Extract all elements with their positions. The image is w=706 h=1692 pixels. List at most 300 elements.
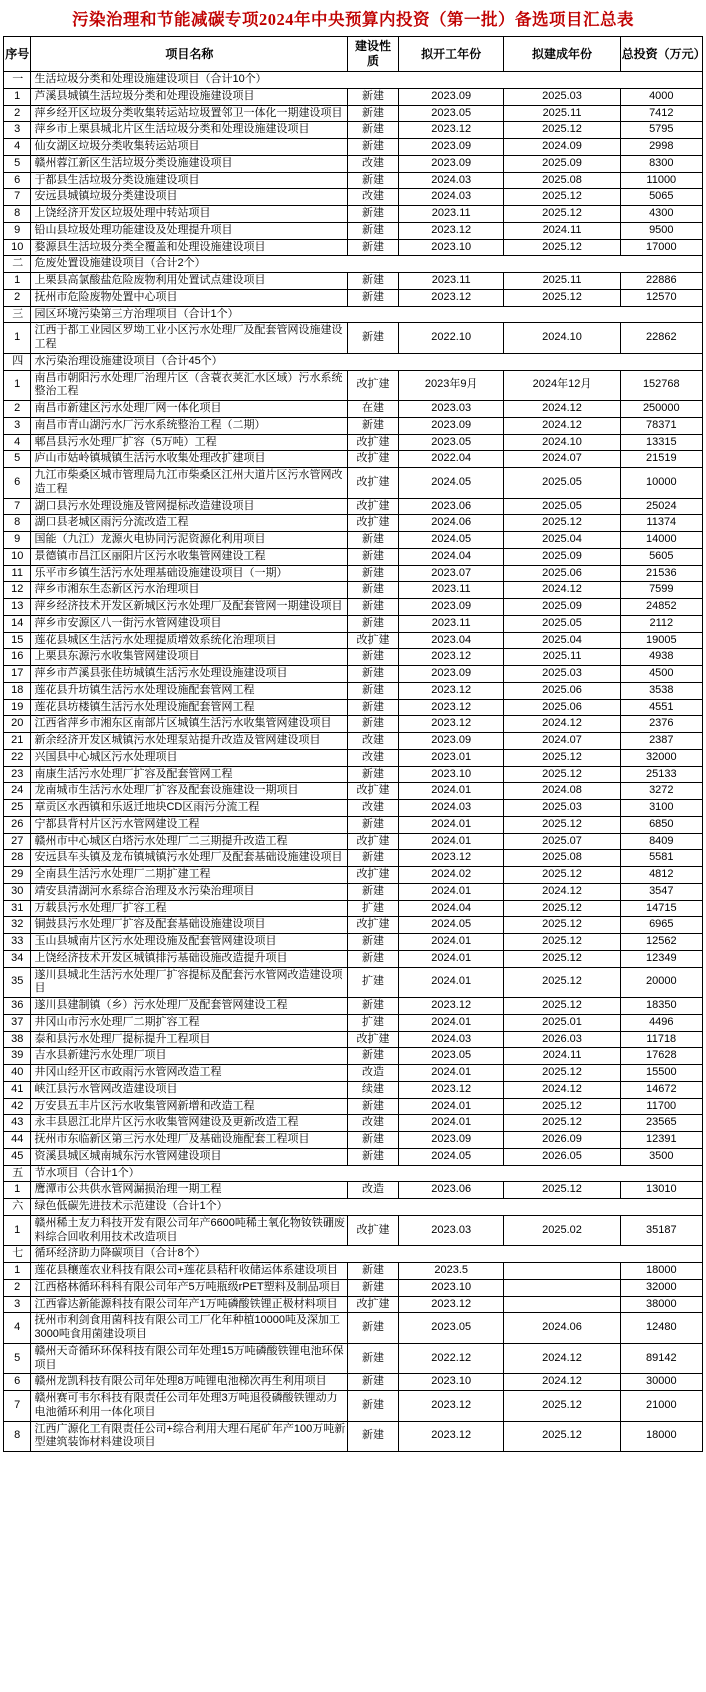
- row-start-year: 2022.10: [398, 323, 504, 354]
- row-total-investment: 11374: [620, 515, 702, 532]
- table-row: [4, 468, 703, 499]
- row-nature: 新建: [348, 883, 399, 900]
- row-total-investment: 12391: [620, 1132, 702, 1149]
- row-start-year: 2024.04: [398, 548, 504, 565]
- row-end-year: 2025.05: [504, 498, 620, 515]
- row-end-year: 2025.04: [504, 632, 620, 649]
- row-nature: 新建: [348, 682, 399, 699]
- row-total-investment: 2387: [620, 733, 702, 750]
- th-index: 序号: [4, 37, 31, 72]
- table-row: [4, 934, 703, 951]
- row-index: 7: [4, 189, 31, 206]
- row-index: 6: [4, 172, 31, 189]
- row-nature: 新建: [348, 1391, 399, 1422]
- row-index: 2: [4, 289, 31, 306]
- table-row: [4, 548, 703, 565]
- row-total-investment: 9500: [620, 222, 702, 239]
- table-row: [4, 273, 703, 290]
- row-nature: 新建: [348, 532, 399, 549]
- row-index: 24: [4, 783, 31, 800]
- row-start-year: 2023.10: [398, 239, 504, 256]
- row-start-year: 2024.01: [398, 1065, 504, 1082]
- row-index: 20: [4, 716, 31, 733]
- row-index: 5: [4, 1343, 31, 1374]
- row-project-name: 芦溪县城镇生活垃圾分类和处理设施建设项目: [31, 88, 348, 105]
- row-start-year: 2024.01: [398, 816, 504, 833]
- row-project-name: 兴国县中心城区污水处理项目: [31, 749, 348, 766]
- row-nature: 改建: [348, 1115, 399, 1132]
- row-project-name: 南昌市新建区污水处理厂网一体化项目: [31, 401, 348, 418]
- row-nature: 改扩建: [348, 434, 399, 451]
- row-end-year: 2024.07: [504, 451, 620, 468]
- row-nature: 新建: [348, 323, 399, 354]
- row-start-year: 2024.03: [398, 1031, 504, 1048]
- row-total-investment: 32000: [620, 1279, 702, 1296]
- table-row: [4, 1065, 703, 1082]
- row-start-year: 2023.06: [398, 1182, 504, 1199]
- row-end-year: 2025.12: [504, 998, 620, 1015]
- table-row: [4, 816, 703, 833]
- row-start-year: 2023.09: [398, 88, 504, 105]
- row-start-year: 2024.02: [398, 867, 504, 884]
- row-index: 35: [4, 967, 31, 998]
- row-project-name: 赣州天奇循环环保科技有限公司年处理15万吨磷酸铁锂电池环保项目: [31, 1343, 348, 1374]
- row-total-investment: 5065: [620, 189, 702, 206]
- row-total-investment: 2376: [620, 716, 702, 733]
- table-row: [4, 139, 703, 156]
- row-start-year: 2024.05: [398, 1148, 504, 1165]
- row-start-year: 2023.06: [398, 498, 504, 515]
- row-end-year: 2024.07: [504, 733, 620, 750]
- row-end-year: 2025.06: [504, 699, 620, 716]
- row-total-investment: 250000: [620, 401, 702, 418]
- row-end-year: 2025.12: [504, 749, 620, 766]
- section-index: 二: [4, 256, 31, 273]
- row-nature: 新建: [348, 699, 399, 716]
- row-index: 1: [4, 1182, 31, 1199]
- row-end-year: 2025.12: [504, 1182, 620, 1199]
- row-total-investment: 5605: [620, 548, 702, 565]
- row-project-name: 赣州蓉江新区生活垃圾分类设施建设项目: [31, 155, 348, 172]
- row-nature: 新建: [348, 1343, 399, 1374]
- row-end-year: 2025.09: [504, 599, 620, 616]
- row-end-year: 2024.06: [504, 1313, 620, 1344]
- table-row: [4, 222, 703, 239]
- table-row: [4, 401, 703, 418]
- section-row: [4, 72, 703, 89]
- row-total-investment: 2998: [620, 139, 702, 156]
- row-project-name: 安远县城镇垃圾分类建设项目: [31, 189, 348, 206]
- section-index: 五: [4, 1165, 31, 1182]
- row-total-investment: 4496: [620, 1014, 702, 1031]
- th-nature: 建设性质: [348, 37, 399, 72]
- row-index: 44: [4, 1132, 31, 1149]
- row-index: 23: [4, 766, 31, 783]
- row-project-name: 莲花县升坊镇生活污水处理设施配套管网工程: [31, 682, 348, 699]
- row-total-investment: 17628: [620, 1048, 702, 1065]
- row-index: 32: [4, 917, 31, 934]
- row-start-year: 2023.05: [398, 105, 504, 122]
- row-start-year: 2024.05: [398, 532, 504, 549]
- row-index: 2: [4, 401, 31, 418]
- table-row: [4, 1215, 703, 1246]
- row-start-year: 2023.05: [398, 434, 504, 451]
- row-total-investment: 18350: [620, 998, 702, 1015]
- row-start-year: 2023.12: [398, 222, 504, 239]
- row-index: 8: [4, 1421, 31, 1452]
- section-index: 四: [4, 353, 31, 370]
- row-project-name: 江西省萍乡市湘东区南部片区城镇生活污水收集管网建设项目: [31, 716, 348, 733]
- row-index: 6: [4, 1374, 31, 1391]
- row-total-investment: 22886: [620, 273, 702, 290]
- row-nature: 改扩建: [348, 515, 399, 532]
- row-nature: 改扩建: [348, 1296, 399, 1313]
- table-row: [4, 1421, 703, 1452]
- table-row: [4, 1182, 703, 1199]
- row-end-year: [504, 1263, 620, 1280]
- row-end-year: 2025.12: [504, 1115, 620, 1132]
- row-end-year: 2025.12: [504, 206, 620, 223]
- row-start-year: 2023.03: [398, 1215, 504, 1246]
- table-row: [4, 867, 703, 884]
- row-total-investment: 6850: [620, 816, 702, 833]
- table-row: [4, 632, 703, 649]
- row-nature: 改扩建: [348, 370, 399, 401]
- table-row: [4, 1391, 703, 1422]
- row-project-name: 资溪县城区城南城东污水管网建设项目: [31, 1148, 348, 1165]
- row-project-name: 乐平市乡镇生活污水处理基础设施建设项目（一期）: [31, 565, 348, 582]
- row-index: 42: [4, 1098, 31, 1115]
- row-nature: 改造: [348, 1182, 399, 1199]
- row-start-year: 2023.12: [398, 850, 504, 867]
- row-start-year: 2023年9月: [398, 370, 504, 401]
- table-row: [4, 666, 703, 683]
- row-start-year: 2022.04: [398, 451, 504, 468]
- row-start-year: 2023.07: [398, 565, 504, 582]
- row-nature: 新建: [348, 666, 399, 683]
- table-row: [4, 1296, 703, 1313]
- row-nature: 新建: [348, 615, 399, 632]
- row-total-investment: 30000: [620, 1374, 702, 1391]
- row-end-year: 2025.07: [504, 833, 620, 850]
- row-end-year: 2025.12: [504, 1065, 620, 1082]
- row-index: 43: [4, 1115, 31, 1132]
- th-start-year: 拟开工年份: [398, 37, 504, 72]
- table-row: [4, 998, 703, 1015]
- row-end-year: 2025.12: [504, 1098, 620, 1115]
- row-project-name: 宁都县背村片区污水管网建设工程: [31, 816, 348, 833]
- table-row: [4, 1115, 703, 1132]
- row-nature: 新建: [348, 548, 399, 565]
- row-index: 25: [4, 800, 31, 817]
- table-row: [4, 615, 703, 632]
- row-nature: 改扩建: [348, 833, 399, 850]
- row-end-year: 2025.12: [504, 967, 620, 998]
- page-title: 污染治理和节能减碳专项2024年中央预算内投资（第一批）备选项目汇总表: [72, 10, 634, 29]
- row-end-year: 2025.12: [504, 766, 620, 783]
- row-project-name: 新余经济开发区城镇污水处理泵站提升改造及管网建设项目: [31, 733, 348, 750]
- row-end-year: 2025.12: [504, 289, 620, 306]
- table-row: [4, 434, 703, 451]
- table-row: [4, 766, 703, 783]
- row-end-year: 2024.08: [504, 783, 620, 800]
- row-nature: 新建: [348, 816, 399, 833]
- row-project-name: 莲花县坊楼镇生活污水处理设施配套管网工程: [31, 699, 348, 716]
- row-end-year: 2025.12: [504, 189, 620, 206]
- row-end-year: 2025.06: [504, 565, 620, 582]
- row-index: 34: [4, 950, 31, 967]
- row-total-investment: 3500: [620, 1148, 702, 1165]
- row-start-year: 2024.06: [398, 515, 504, 532]
- row-index: 28: [4, 850, 31, 867]
- row-nature: 新建: [348, 122, 399, 139]
- row-index: 33: [4, 934, 31, 951]
- row-index: 3: [4, 1296, 31, 1313]
- row-project-name: 赣州稀土友力科技开发有限公司年产6600吨稀土氧化物钕铁硼废料综合回收利用技术改造项目: [31, 1215, 348, 1246]
- section-index: 七: [4, 1246, 31, 1263]
- row-total-investment: 21000: [620, 1391, 702, 1422]
- row-end-year: 2026.03: [504, 1031, 620, 1048]
- row-index: 16: [4, 649, 31, 666]
- row-start-year: 2023.11: [398, 206, 504, 223]
- row-nature: 新建: [348, 206, 399, 223]
- row-start-year: 2023.11: [398, 615, 504, 632]
- row-end-year: 2025.12: [504, 1391, 620, 1422]
- row-end-year: 2025.08: [504, 850, 620, 867]
- table-row: [4, 1132, 703, 1149]
- th-total-investment: 总投资（万元）: [620, 37, 702, 72]
- row-end-year: 2024.11: [504, 222, 620, 239]
- row-project-name: 全南县生活污水处理厂二期扩建工程: [31, 867, 348, 884]
- table-row: [4, 1048, 703, 1065]
- row-project-name: 吉水县新建污水处理厂项目: [31, 1048, 348, 1065]
- row-nature: 新建: [348, 1148, 399, 1165]
- row-project-name: 郫昌县污水处理厂扩容（5万吨）工程: [31, 434, 348, 451]
- row-index: 39: [4, 1048, 31, 1065]
- row-index: 9: [4, 222, 31, 239]
- row-index: 1: [4, 370, 31, 401]
- row-nature: 改扩建: [348, 867, 399, 884]
- row-total-investment: 10000: [620, 468, 702, 499]
- row-nature: 新建: [348, 1374, 399, 1391]
- row-total-investment: 23565: [620, 1115, 702, 1132]
- section-index: 六: [4, 1199, 31, 1216]
- row-project-name: 铜鼓县污水处理厂扩容及配套基础设施建设项目: [31, 917, 348, 934]
- row-total-investment: 4500: [620, 666, 702, 683]
- row-index: 18: [4, 682, 31, 699]
- table-row: [4, 323, 703, 354]
- row-nature: 扩建: [348, 1014, 399, 1031]
- row-end-year: 2024.12: [504, 716, 620, 733]
- section-index: 一: [4, 72, 31, 89]
- row-nature: 在建: [348, 401, 399, 418]
- row-end-year: 2025.12: [504, 122, 620, 139]
- row-total-investment: 4812: [620, 867, 702, 884]
- row-project-name: 庐山市姑岭镇城镇生活污水收集处理改扩建项目: [31, 451, 348, 468]
- row-nature: 新建: [348, 582, 399, 599]
- row-end-year: 2024.11: [504, 1048, 620, 1065]
- section-row: [4, 256, 703, 273]
- row-index: 45: [4, 1148, 31, 1165]
- row-project-name: 赣州市中心城区白塔污水处理厂二三期提升改造工程: [31, 833, 348, 850]
- row-index: 7: [4, 498, 31, 515]
- row-end-year: 2025.03: [504, 800, 620, 817]
- table-row: [4, 599, 703, 616]
- row-total-investment: 19005: [620, 632, 702, 649]
- table-row: [4, 800, 703, 817]
- row-end-year: 2025.05: [504, 468, 620, 499]
- row-total-investment: 11718: [620, 1031, 702, 1048]
- row-end-year: 2024.12: [504, 582, 620, 599]
- row-project-name: 萍乡市上栗县城北片区生活垃圾分类和处理设施建设项目: [31, 122, 348, 139]
- row-start-year: 2024.03: [398, 800, 504, 817]
- row-index: 31: [4, 900, 31, 917]
- row-project-name: 上栗县东源污水收集管网建设项目: [31, 649, 348, 666]
- row-index: 10: [4, 239, 31, 256]
- row-total-investment: 89142: [620, 1343, 702, 1374]
- table-row: [4, 1081, 703, 1098]
- row-end-year: 2024.10: [504, 323, 620, 354]
- table-row: [4, 289, 703, 306]
- table-row: [4, 451, 703, 468]
- section-row: [4, 353, 703, 370]
- row-total-investment: 12349: [620, 950, 702, 967]
- row-index: 7: [4, 1391, 31, 1422]
- row-end-year: 2025.12: [504, 1421, 620, 1452]
- row-index: 15: [4, 632, 31, 649]
- row-total-investment: 4000: [620, 88, 702, 105]
- row-nature: 改扩建: [348, 468, 399, 499]
- row-nature: 新建: [348, 766, 399, 783]
- row-project-name: 萍乡经开区垃圾分类收集转运站垃圾置邻卫一体化一期建设项目: [31, 105, 348, 122]
- row-project-name: 章贡区水西镇和乐返迁地块CD区雨污分流工程: [31, 800, 348, 817]
- row-end-year: 2025.04: [504, 532, 620, 549]
- row-index: 1: [4, 273, 31, 290]
- row-nature: 新建: [348, 950, 399, 967]
- row-end-year: 2024.12: [504, 883, 620, 900]
- row-total-investment: 21519: [620, 451, 702, 468]
- section-row: [4, 1246, 703, 1263]
- row-start-year: 2023.12: [398, 289, 504, 306]
- row-project-name: 江西格林循环科科有限公司年产5万吨瓶级rPET塑料及制品项目: [31, 1279, 348, 1296]
- table-row: [4, 1263, 703, 1280]
- row-start-year: 2024.01: [398, 1115, 504, 1132]
- table-row: [4, 733, 703, 750]
- row-start-year: 2024.05: [398, 468, 504, 499]
- row-start-year: 2023.04: [398, 632, 504, 649]
- row-project-name: 安远县车头镇及龙布镇城镇污水处理厂及配套基础设施建设项目: [31, 850, 348, 867]
- row-start-year: 2023.09: [398, 733, 504, 750]
- row-start-year: 2023.11: [398, 273, 504, 290]
- row-total-investment: 22862: [620, 323, 702, 354]
- row-nature: 新建: [348, 417, 399, 434]
- row-index: 30: [4, 883, 31, 900]
- row-end-year: 2024.12: [504, 401, 620, 418]
- row-index: 14: [4, 615, 31, 632]
- row-index: 5: [4, 155, 31, 172]
- row-start-year: 2023.01: [398, 749, 504, 766]
- section-label: 循环经济助力降碳项目（合计8个）: [31, 1246, 703, 1263]
- row-index: 21: [4, 733, 31, 750]
- row-end-year: 2025.12: [504, 900, 620, 917]
- row-index: 19: [4, 699, 31, 716]
- row-total-investment: 8300: [620, 155, 702, 172]
- row-nature: 改建: [348, 155, 399, 172]
- row-index: 6: [4, 468, 31, 499]
- row-end-year: 2024.09: [504, 139, 620, 156]
- row-end-year: 2024.12: [504, 417, 620, 434]
- section-row: [4, 306, 703, 323]
- row-nature: 新建: [348, 88, 399, 105]
- row-project-name: 九江市柴桑区城市管理局九江市柴桑区江州大道片区污水管网改造工程: [31, 468, 348, 499]
- row-index: 9: [4, 532, 31, 549]
- row-total-investment: 3100: [620, 800, 702, 817]
- row-start-year: 2023.12: [398, 122, 504, 139]
- section-index: 三: [4, 306, 31, 323]
- row-index: 2: [4, 105, 31, 122]
- table-row: [4, 498, 703, 515]
- row-start-year: 2023.12: [398, 699, 504, 716]
- row-project-name: 赣州赛可韦尔科技有限责任公司年处理3万吨退役磷酸铁锂动力电池循环利用一体化项目: [31, 1391, 348, 1422]
- row-start-year: 2023.11: [398, 582, 504, 599]
- row-project-name: 南昌市朝阳污水处理厂治理片区（含蓑衣荚汇水区域）污水系统整治工程: [31, 370, 348, 401]
- row-nature: 新建: [348, 222, 399, 239]
- row-total-investment: 7412: [620, 105, 702, 122]
- row-project-name: 抚州市东临新区第三污水处理厂及基础设施配套工程项目: [31, 1132, 348, 1149]
- row-index: 12: [4, 582, 31, 599]
- row-index: 37: [4, 1014, 31, 1031]
- row-end-year: 2024.12: [504, 1343, 620, 1374]
- row-index: 8: [4, 515, 31, 532]
- row-index: 1: [4, 1263, 31, 1280]
- row-total-investment: 18000: [620, 1421, 702, 1452]
- row-nature: 新建: [348, 1313, 399, 1344]
- row-index: 27: [4, 833, 31, 850]
- table-row: [4, 1343, 703, 1374]
- row-index: 41: [4, 1081, 31, 1098]
- row-start-year: 2023.09: [398, 1132, 504, 1149]
- row-total-investment: 24852: [620, 599, 702, 616]
- table-row: [4, 565, 703, 582]
- row-index: 40: [4, 1065, 31, 1082]
- table-row: [4, 967, 703, 998]
- row-index: 13: [4, 599, 31, 616]
- row-start-year: 2024.01: [398, 1098, 504, 1115]
- table-row: [4, 189, 703, 206]
- table-row: [4, 1313, 703, 1344]
- section-row: [4, 1165, 703, 1182]
- row-nature: 改建: [348, 189, 399, 206]
- table-row: [4, 1031, 703, 1048]
- table-row: [4, 1148, 703, 1165]
- row-nature: 新建: [348, 239, 399, 256]
- th-end-year: 拟建成年份: [504, 37, 620, 72]
- table-row: [4, 900, 703, 917]
- row-end-year: 2026.09: [504, 1132, 620, 1149]
- row-total-investment: 13010: [620, 1182, 702, 1199]
- row-total-investment: 14672: [620, 1081, 702, 1098]
- row-start-year: 2024.01: [398, 833, 504, 850]
- row-end-year: 2026.05: [504, 1148, 620, 1165]
- row-total-investment: 3547: [620, 883, 702, 900]
- row-index: 4: [4, 1313, 31, 1344]
- table-row: [4, 417, 703, 434]
- table-row: [4, 1374, 703, 1391]
- row-nature: 新建: [348, 565, 399, 582]
- row-start-year: 2022.12: [398, 1343, 504, 1374]
- row-start-year: 2023.10: [398, 1374, 504, 1391]
- row-nature: 改扩建: [348, 917, 399, 934]
